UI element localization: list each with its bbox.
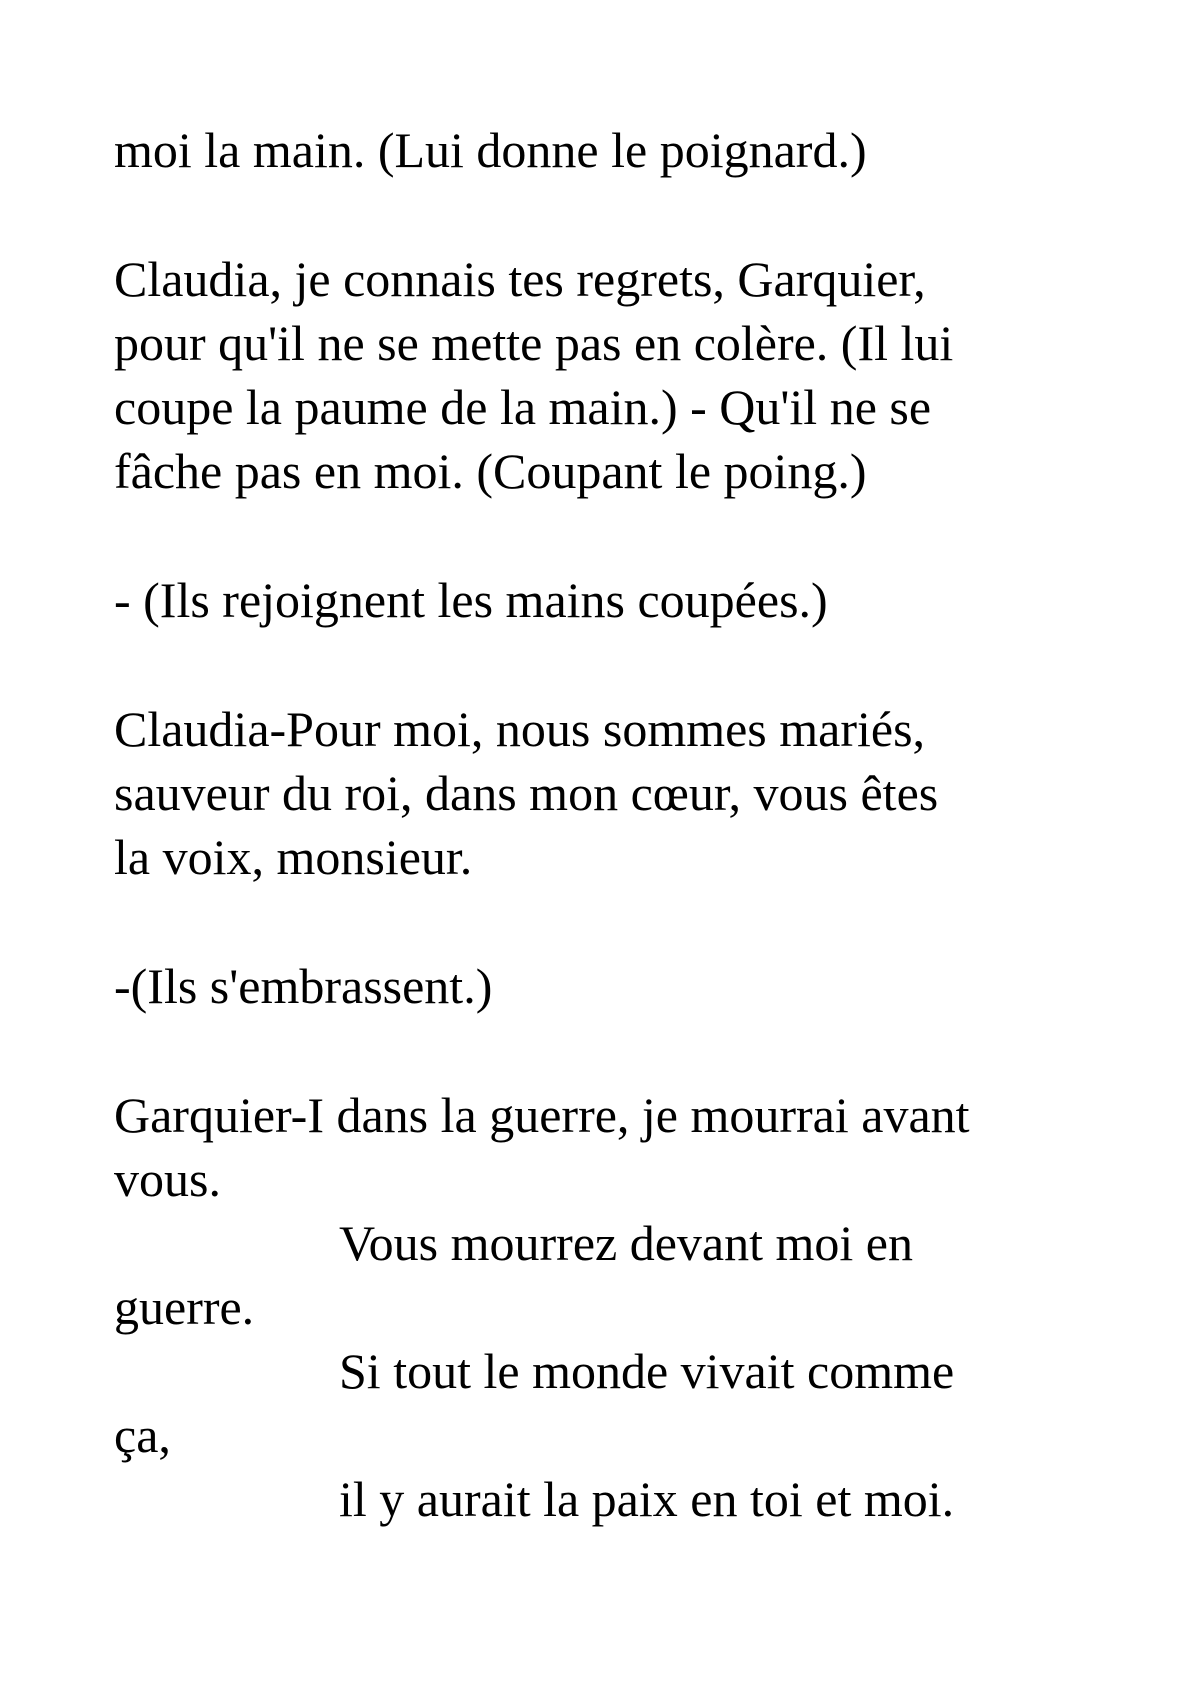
text-line: fâche pas en moi. (Coupant le poing.) (114, 443, 867, 499)
text-line: sauveur du roi, dans mon cœur, vous êtes (114, 765, 939, 821)
verse-line: Vous mourrez devant moi en (339, 1215, 913, 1271)
text-line: guerre. (114, 1279, 255, 1335)
stage-direction: -(Ils s'embrassent.) (114, 958, 493, 1014)
text-line: Claudia-Pour moi, nous sommes mariés, (114, 701, 926, 757)
text-line: moi la main. (Lui donne le poignard.) (114, 122, 867, 178)
text-line: vous. (114, 1151, 221, 1207)
verse-line: Si tout le monde vivait comme (339, 1343, 955, 1399)
stage-direction: - (Ils rejoignent les mains coupées.) (114, 572, 828, 628)
text-line: ça, (114, 1407, 171, 1463)
text-line: Claudia, je connais tes regrets, Garquier, (114, 251, 926, 307)
text-line: la voix, monsieur. (114, 829, 473, 885)
verse-line: il y aurait la paix en toi et moi. (339, 1471, 955, 1527)
text-line: coupe la paume de la main.) - Qu'il ne se (114, 379, 932, 435)
text-line: pour qu'il ne se mette pas en colère. (Il lui (114, 315, 954, 371)
text-line: Garquier-I dans la guerre, je mourrai avant (114, 1087, 970, 1143)
